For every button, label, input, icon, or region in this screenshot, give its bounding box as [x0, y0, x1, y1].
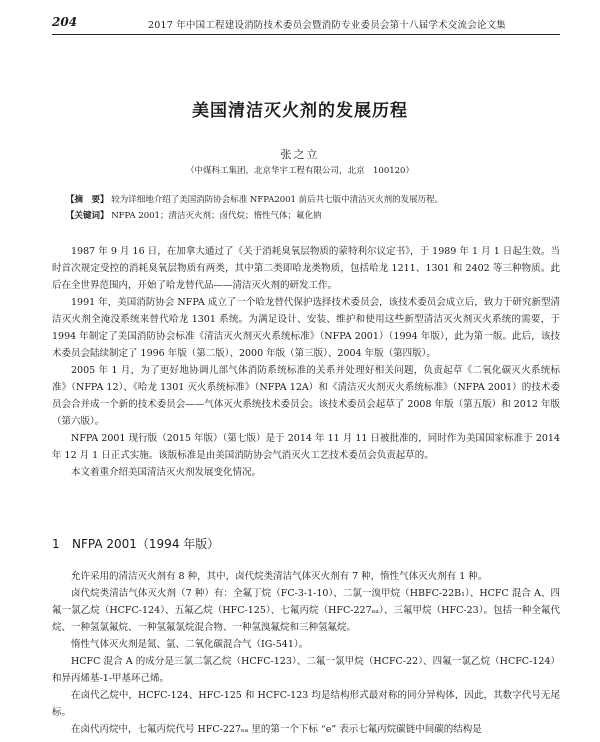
- page-number: 204: [52, 15, 78, 29]
- section-number: 1: [52, 537, 60, 551]
- abstract: [66, 194, 540, 207]
- paragraph: 2005 年 1 月，为了更好地协调儿部气体消防系统标准的关系并处理好相关问题，负责起草《二氧化碳灭火系统标准》（NFPA 12）、《哈龙 1301 灭火系统标准》（NFPA 12A）和《清洁灭火剂灭火系统标准》（NFPA 2001）的技术委员会合并成一个新的技术委员会——气体灭火系统技术委员会。该技术委员会起草了 2008 年版（第五版）和 2012 年版（第六版）。: [52, 365, 560, 427]
- paragraph: 1991 年，美国消防协会 NFPA 成立了一个哈龙替代保护选择技术委员会，该技术委员会成立后，致力于研究新型清洁灭火剂全淹没系统来替代哈龙 1301 系统。为满足设计、安装、维护和使用这些新型清洁灭火剂灭火系统的需要，于 1994 年制定了美国消防协会标准《清洁灭火剂灭火系统标准》（NFPA 2001）（1994 年版），此为第一版。此后，该技术委员会陆续制定了 1996 年版（第二版）、2000 年版（第三版）、2004 年版（第四版）。: [52, 297, 560, 359]
- section-heading: [52, 535, 219, 552]
- paragraph: 允许采用的清洁灭火剂有 8 种，其中，卤代烷类清洁气体灭火剂有 7 种，惰性气体灭火剂有 1 种。: [71, 571, 488, 582]
- author-name: 张之立: [280, 148, 320, 161]
- keywords: [66, 210, 540, 223]
- section-body: [52, 568, 560, 738]
- author-affiliation: （中煤科工集团，北京华宇工程有限公司，北京 100120）: [186, 166, 414, 176]
- introduction: [52, 243, 560, 481]
- running-header: [52, 14, 560, 35]
- paragraph: 惰性气体灭火剂是氮、氩、二氧化碳混合气（IG-541）。: [71, 639, 309, 650]
- keywords-text: NFPA 2001；清洁灭火剂；卤代烷；惰性气体；氟化钠: [111, 211, 322, 221]
- abstract-label: 【摘 要】: [66, 195, 109, 205]
- keywords-label: 【关键词】: [66, 211, 109, 221]
- paragraph: 1987 年 9 月 16 日，在加拿大通过了《关于消耗臭氧层物质的蒙特利尔议定书》，于 1989 年 1 月 1 日起生效。当时首次规定受控的消耗臭氧层物质有两类，其中第二类即哈龙类物质，包括哈龙 1211、1301 和 2402 等三种物质。此后在全世界范围内，开始了哈龙替代品——清洁灭火剂的研发工作。: [52, 246, 560, 291]
- paragraph: NFPA 2001 现行版（2015 年版）（第七版）是于 2014 年 11 月 11 日被批准的，同时作为美国国家标准于 2014 年 12 月 1 日正式实施。该版标准是由美国消防协会气消灭火工艺技术委员会负责起草的。: [52, 433, 560, 461]
- section-title: NFPA 2001（1994 年版）: [72, 537, 220, 551]
- running-title: 2017 年中国工程建设消防技术委员会暨消防专业委员会第十八届学术交流会论文集: [148, 20, 506, 31]
- paragraph: HCFC 混合 A 的成分是三氯二氯乙烷（HCFC-123）、二氟一氯甲烷（HCFC-22）、四氟一氯乙烷（HCFC-124）和异丙烯基-1-甲基环己烯。: [52, 656, 560, 684]
- paragraph: 本文着重介绍美国清洁灭火剂发展变化情况。: [71, 467, 262, 478]
- paper-title: 美国清洁灭火剂的发展历程: [192, 101, 408, 121]
- paragraph: 在卤代乙烷中，HCFC-124、HFC-125 和 HCFC-123 均是结构形式最对称的同分异构体，因此，其数字代号无尾标。: [52, 690, 560, 718]
- paragraph: 在卤代丙烷中，七氟丙烷代号 HFC-227ₑₐ 里的第一个下标 “e” 表示七氟丙烷碳链中间碳的结构是: [71, 724, 482, 735]
- paragraph: 卤代烷类清洁气体灭火剂（7 种）有：全氟丁烷（FC-3-1-10）、二氯一溴甲烷（HBFC-22B₁）、HCFC 混合 A、四氟一氯乙烷（HCFC-124）、五氟乙烷（HFC-125）、七氟丙烷（HFC-227ₑₐ）、三氟甲烷（HFC-23）。包括一种全氟代烷、一种氢氯氟烷、一种氢氟氯烷混合物、一种氢溴氟烷和三种氢氟烷。: [52, 588, 560, 633]
- abstract-text: 较为详细地介绍了美国消防协会标准 NFPA2001 前后共七版中清洁灭火剂的发展历程。: [111, 195, 444, 205]
